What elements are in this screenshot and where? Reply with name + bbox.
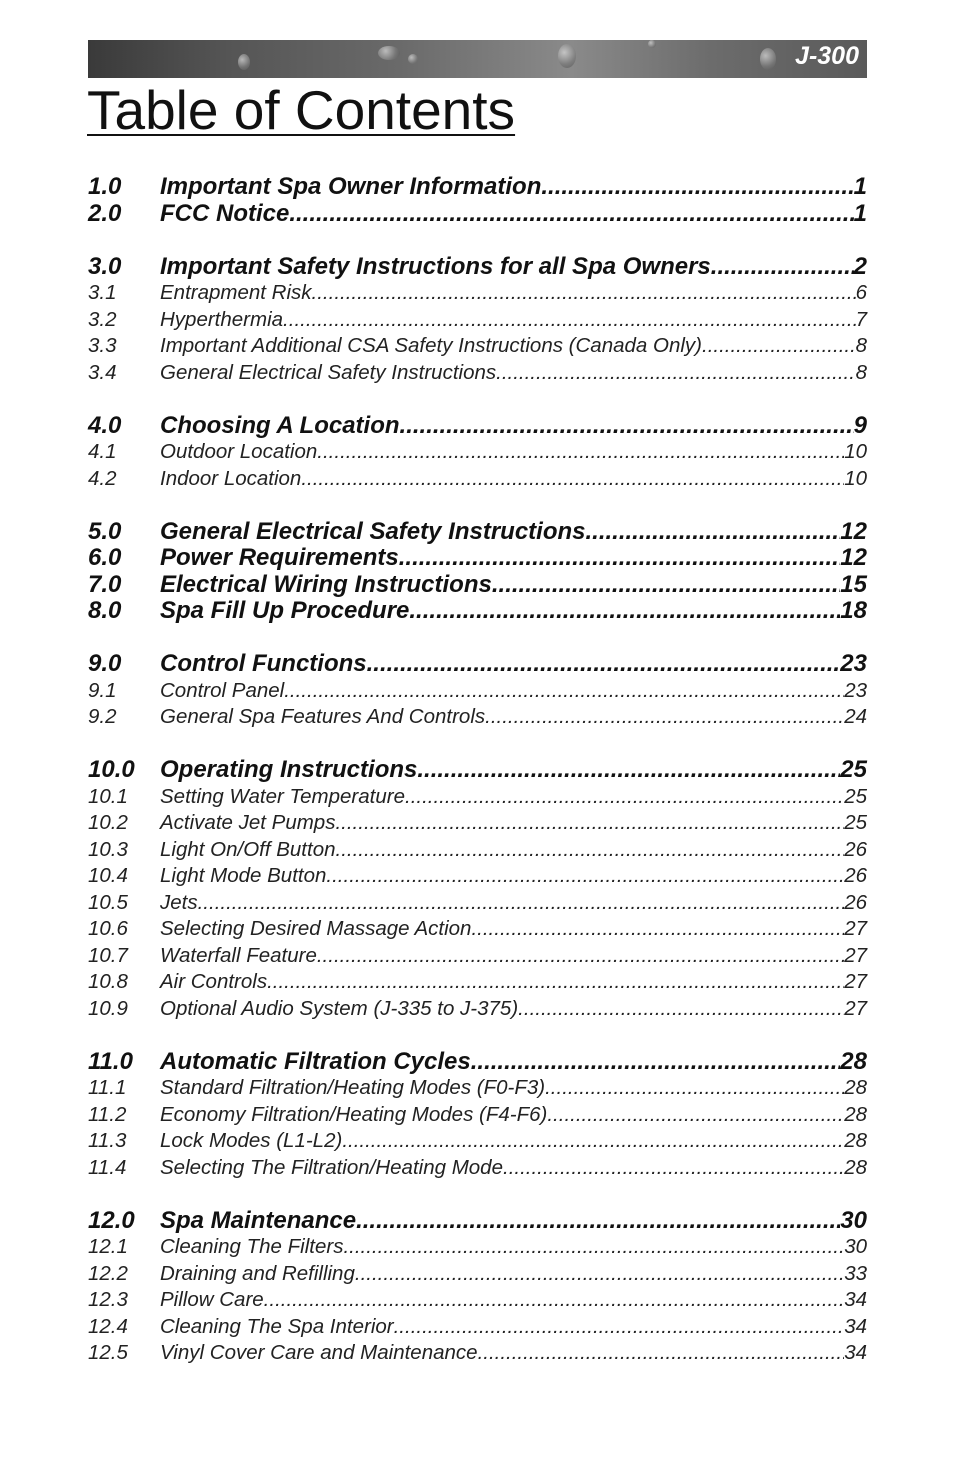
toc-section-entry[interactable] — [88, 545, 867, 572]
toc-page-number: 26 — [844, 837, 867, 861]
toc-entry-title: Operating Instructions — [160, 756, 418, 783]
toc-subsection-entry[interactable] — [88, 1155, 867, 1182]
toc-entry-title: Vinyl Cover Care and Maintenance — [160, 1341, 478, 1364]
toc-entry-title: Cleaning The Spa Interior — [160, 1314, 394, 1338]
toc-page-number: 26 — [844, 864, 867, 887]
dot-leader — [289, 201, 853, 228]
toc-entry-number: 5.0 — [88, 517, 122, 545]
toc-subsection-entry[interactable] — [88, 837, 867, 864]
toc-entry-number: 11.1 — [88, 1076, 127, 1099]
dot-leader — [541, 174, 853, 201]
toc-entry-number: 12.5 — [88, 1341, 128, 1364]
dot-leader — [518, 996, 844, 1023]
toc-entry-title: General Electrical Safety Instructions — [160, 517, 586, 545]
toc-page-number: 27 — [844, 917, 867, 940]
toc-page-number: 18 — [840, 597, 867, 624]
toc-page-number: 28 — [844, 1076, 867, 1099]
toc-subsection-entry[interactable] — [88, 1075, 867, 1102]
dot-leader — [342, 1128, 844, 1155]
dot-leader — [545, 1075, 844, 1102]
dot-leader — [400, 413, 854, 440]
dot-leader — [503, 1155, 844, 1182]
toc-subsection-entry[interactable] — [88, 969, 867, 996]
toc-entry-number: 10.7 — [88, 943, 128, 967]
toc-entry-number: 9.2 — [88, 705, 117, 728]
toc-entry-title: Setting Water Temperature — [160, 784, 405, 808]
dot-leader — [485, 704, 844, 731]
dot-leader — [343, 1234, 844, 1261]
toc-entry-number: 4.0 — [88, 411, 122, 439]
toc-page-number: 26 — [844, 890, 867, 914]
dot-leader — [399, 545, 841, 572]
toc-subsection-entry[interactable] — [88, 307, 867, 334]
toc-entry-title: Important Additional CSA Safety Instructions (Canada Only) — [160, 334, 702, 357]
toc-page-number: 1 — [853, 173, 867, 200]
toc-entry-number: 10.9 — [88, 996, 128, 1020]
toc-entry-title: Entrapment Risk — [160, 281, 312, 304]
dot-leader — [198, 890, 845, 917]
toc-entry-number: 12.4 — [88, 1314, 128, 1338]
toc-subsection-entry[interactable] — [88, 863, 867, 890]
toc-page-number: 28 — [840, 1047, 867, 1075]
toc-page-number: 8 — [855, 334, 867, 357]
toc-section-entry[interactable] — [88, 572, 867, 599]
toc-section-entry[interactable] — [88, 757, 867, 784]
toc-entry-number: 10.2 — [88, 811, 128, 834]
toc-section-entry[interactable] — [88, 1049, 867, 1076]
toc-entry-number: 3.0 — [88, 252, 122, 280]
toc-page-number: 30 — [840, 1206, 867, 1234]
dot-leader — [301, 466, 844, 493]
toc-entry-number: 12.0 — [88, 1206, 135, 1234]
toc-entry-number: 6.0 — [88, 544, 122, 571]
toc-section-entry[interactable] — [88, 598, 867, 625]
toc-entry-number: 1.0 — [88, 173, 122, 200]
toc-entry-title: General Spa Features And Controls — [160, 705, 486, 728]
toc-entry-title: Lock Modes (L1-L2) — [160, 1129, 343, 1152]
toc-subsection-entry[interactable] — [88, 943, 867, 970]
dot-leader — [496, 360, 855, 387]
dot-leader — [394, 1314, 845, 1341]
page-title: Table of Contents — [87, 79, 516, 141]
toc-entry-number: 8.0 — [88, 597, 122, 624]
toc-subsection-entry[interactable] — [88, 1314, 867, 1341]
water-droplet-graphic — [760, 48, 776, 70]
toc-subsection-entry[interactable] — [88, 466, 867, 493]
group-spacer — [88, 731, 867, 758]
toc-entry-number: 10.1 — [88, 784, 128, 808]
toc-entry-title: Light On/Off Button — [160, 837, 336, 861]
toc-section-entry[interactable] — [88, 651, 867, 678]
toc-entry-number: 11.2 — [88, 1102, 127, 1126]
group-spacer — [88, 227, 867, 254]
dot-leader — [317, 439, 844, 466]
toc-page-number: 10 — [844, 466, 867, 490]
toc-page-number: 9 — [853, 411, 867, 439]
toc-entry-title: Automatic Filtration Cycles — [160, 1047, 471, 1075]
toc-entry-title: Pillow Care — [160, 1288, 264, 1311]
toc-section-entry[interactable] — [88, 201, 867, 228]
toc-subsection-entry[interactable] — [88, 1261, 867, 1288]
dot-leader — [417, 757, 840, 784]
toc-entry-number: 9.0 — [88, 650, 122, 677]
dot-leader — [547, 1102, 844, 1129]
toc-subsection-entry[interactable] — [88, 333, 867, 360]
toc-section-entry[interactable] — [88, 174, 867, 201]
toc-entry-title: Optional Audio System (J-335 to J-375) — [160, 996, 519, 1020]
toc-subsection-entry[interactable] — [88, 280, 867, 307]
dot-leader — [317, 943, 844, 970]
toc-subsection-entry[interactable] — [88, 810, 867, 837]
toc-subsection-entry[interactable] — [88, 1340, 867, 1367]
toc-entry-number: 3.4 — [88, 360, 117, 384]
toc-entry-title: Selecting The Filtration/Heating Mode — [160, 1155, 503, 1179]
toc-page-number: 28 — [844, 1129, 867, 1152]
toc-entry-title: Choosing A Location — [160, 411, 400, 439]
toc-page-number: 25 — [840, 756, 867, 783]
dot-leader — [492, 572, 840, 599]
dot-leader — [284, 678, 844, 705]
toc-entry-number: 2.0 — [88, 199, 122, 227]
toc-page-number: 28 — [844, 1102, 867, 1126]
toc-entry-title: Economy Filtration/Heating Modes (F4-F6) — [160, 1102, 548, 1126]
toc-entry-title: Hyperthermia — [160, 307, 284, 331]
dot-leader — [367, 651, 841, 678]
toc-entry-number: 3.3 — [88, 334, 117, 357]
dot-leader — [283, 307, 856, 334]
dot-leader — [471, 1049, 841, 1076]
toc-entry-title: Power Requirements — [160, 544, 399, 571]
toc-entry-number: 11.4 — [88, 1155, 127, 1179]
toc-page-number: 12 — [840, 517, 867, 545]
toc-page-number: 23 — [840, 650, 867, 677]
toc-entry-title: Outdoor Location — [160, 440, 318, 463]
toc-entry-title: Activate Jet Pumps — [160, 811, 336, 834]
toc-subsection-entry[interactable] — [88, 1128, 867, 1155]
toc-subsection-entry[interactable] — [88, 916, 867, 943]
toc-page-number: 24 — [844, 705, 867, 728]
toc-entry-number: 4.2 — [88, 466, 117, 490]
toc-page-number: 34 — [844, 1314, 867, 1338]
toc-entry-number: 11.0 — [88, 1047, 133, 1075]
toc-section-entry[interactable] — [88, 519, 867, 546]
toc-page-number: 8 — [855, 360, 867, 384]
toc-page-number: 15 — [840, 570, 867, 598]
water-droplet-graphic — [238, 54, 250, 70]
toc-entry-title: Jets — [160, 890, 198, 914]
toc-entry-number: 7.0 — [88, 570, 122, 598]
toc-subsection-entry[interactable] — [88, 439, 867, 466]
toc-entry-number: 3.2 — [88, 307, 117, 331]
toc-subsection-entry[interactable] — [88, 1287, 867, 1314]
toc-subsection-entry[interactable] — [88, 890, 867, 917]
toc-entry-title: Selecting Desired Massage Action — [160, 917, 472, 940]
water-droplet-graphic — [408, 54, 418, 64]
toc-subsection-entry[interactable] — [88, 360, 867, 387]
toc-entry-title: Control Functions — [160, 650, 367, 677]
toc-page-number: 1 — [853, 199, 867, 227]
toc-page-number: 27 — [844, 996, 867, 1020]
group-spacer — [88, 1181, 867, 1208]
table-of-contents — [88, 174, 867, 1367]
toc-entry-title: Light Mode Button — [160, 864, 327, 887]
group-spacer — [88, 492, 867, 519]
toc-subsection-entry[interactable] — [88, 704, 867, 731]
toc-entry-title: Electrical Wiring Instructions — [160, 570, 492, 598]
toc-section-entry[interactable] — [88, 254, 867, 281]
dot-leader — [355, 1261, 844, 1288]
water-droplet-graphic — [558, 44, 576, 68]
toc-page-number: 33 — [844, 1261, 867, 1285]
toc-page-number: 34 — [844, 1341, 867, 1364]
toc-entry-title: Spa Maintenance — [160, 1206, 357, 1234]
toc-entry-number: 10.5 — [88, 890, 128, 914]
toc-page-number: 28 — [844, 1155, 867, 1179]
toc-page-number: 34 — [844, 1288, 867, 1311]
toc-entry-number: 12.2 — [88, 1261, 128, 1285]
toc-entry-number: 12.3 — [88, 1288, 128, 1311]
toc-page-number: 2 — [853, 252, 867, 280]
toc-entry-number: 10.6 — [88, 917, 128, 940]
water-droplet-graphic — [648, 40, 656, 48]
toc-section-entry[interactable] — [88, 1208, 867, 1235]
toc-entry-title: Important Spa Owner Information — [160, 173, 542, 200]
toc-page-number: 25 — [844, 784, 867, 808]
toc-section-entry[interactable] — [88, 413, 867, 440]
toc-subsection-entry[interactable] — [88, 1102, 867, 1129]
dot-leader — [312, 280, 856, 307]
toc-page-number: 7 — [855, 307, 867, 331]
dot-leader — [471, 916, 844, 943]
toc-entry-title: Standard Filtration/Heating Modes (F0-F3) — [160, 1076, 546, 1099]
toc-entry-title: Indoor Location — [160, 466, 302, 490]
dot-leader — [335, 810, 844, 837]
group-spacer — [88, 625, 867, 652]
toc-subsection-entry[interactable] — [88, 1234, 867, 1261]
toc-entry-title: Draining and Refilling — [160, 1261, 355, 1285]
group-spacer — [88, 386, 867, 413]
dot-leader — [711, 254, 854, 281]
toc-subsection-entry[interactable] — [88, 996, 867, 1023]
dot-leader — [326, 863, 844, 890]
toc-entry-number: 12.1 — [88, 1235, 128, 1258]
toc-page-number: 6 — [855, 281, 867, 304]
toc-page-number: 23 — [844, 678, 867, 702]
toc-entry-title: Spa Fill Up Procedure — [160, 597, 410, 624]
toc-entry-number: 10.8 — [88, 970, 128, 993]
toc-entry-number: 10.3 — [88, 837, 128, 861]
dot-leader — [702, 333, 856, 360]
toc-entry-title: Important Safety Instructions for all Spa Owners — [160, 252, 711, 280]
dot-leader — [267, 969, 844, 996]
toc-entry-number: 4.1 — [88, 440, 117, 463]
toc-entry-number: 11.3 — [88, 1129, 127, 1152]
toc-entry-number: 9.1 — [88, 678, 117, 702]
toc-entry-title: Waterfall Feature — [160, 943, 317, 967]
dot-leader — [356, 1208, 840, 1235]
toc-page-number: 10 — [844, 440, 867, 463]
header-banner — [88, 40, 867, 78]
model-label: J-300 — [795, 42, 859, 70]
toc-page-number: 30 — [844, 1235, 867, 1258]
toc-entry-title: Control Panel — [160, 678, 285, 702]
toc-entry-number: 10.0 — [88, 756, 135, 783]
group-spacer — [88, 1022, 867, 1049]
toc-page-number: 27 — [844, 943, 867, 967]
toc-entry-number: 3.1 — [88, 281, 117, 304]
toc-page-number: 27 — [844, 970, 867, 993]
toc-page-number: 25 — [844, 811, 867, 834]
water-droplet-graphic — [378, 46, 400, 60]
toc-entry-title: Air Controls — [160, 970, 268, 993]
dot-leader — [264, 1287, 845, 1314]
dot-leader — [478, 1340, 845, 1367]
dot-leader — [405, 784, 844, 811]
dot-leader — [409, 598, 840, 625]
toc-entry-title: FCC Notice — [160, 199, 290, 227]
dot-leader — [336, 837, 845, 864]
toc-page-number: 12 — [840, 544, 867, 571]
toc-subsection-entry[interactable] — [88, 678, 867, 705]
toc-entry-number: 10.4 — [88, 864, 128, 887]
toc-entry-title: Cleaning The Filters — [160, 1235, 344, 1258]
toc-subsection-entry[interactable] — [88, 784, 867, 811]
dot-leader — [586, 519, 841, 546]
toc-entry-title: General Electrical Safety Instructions — [160, 360, 497, 384]
